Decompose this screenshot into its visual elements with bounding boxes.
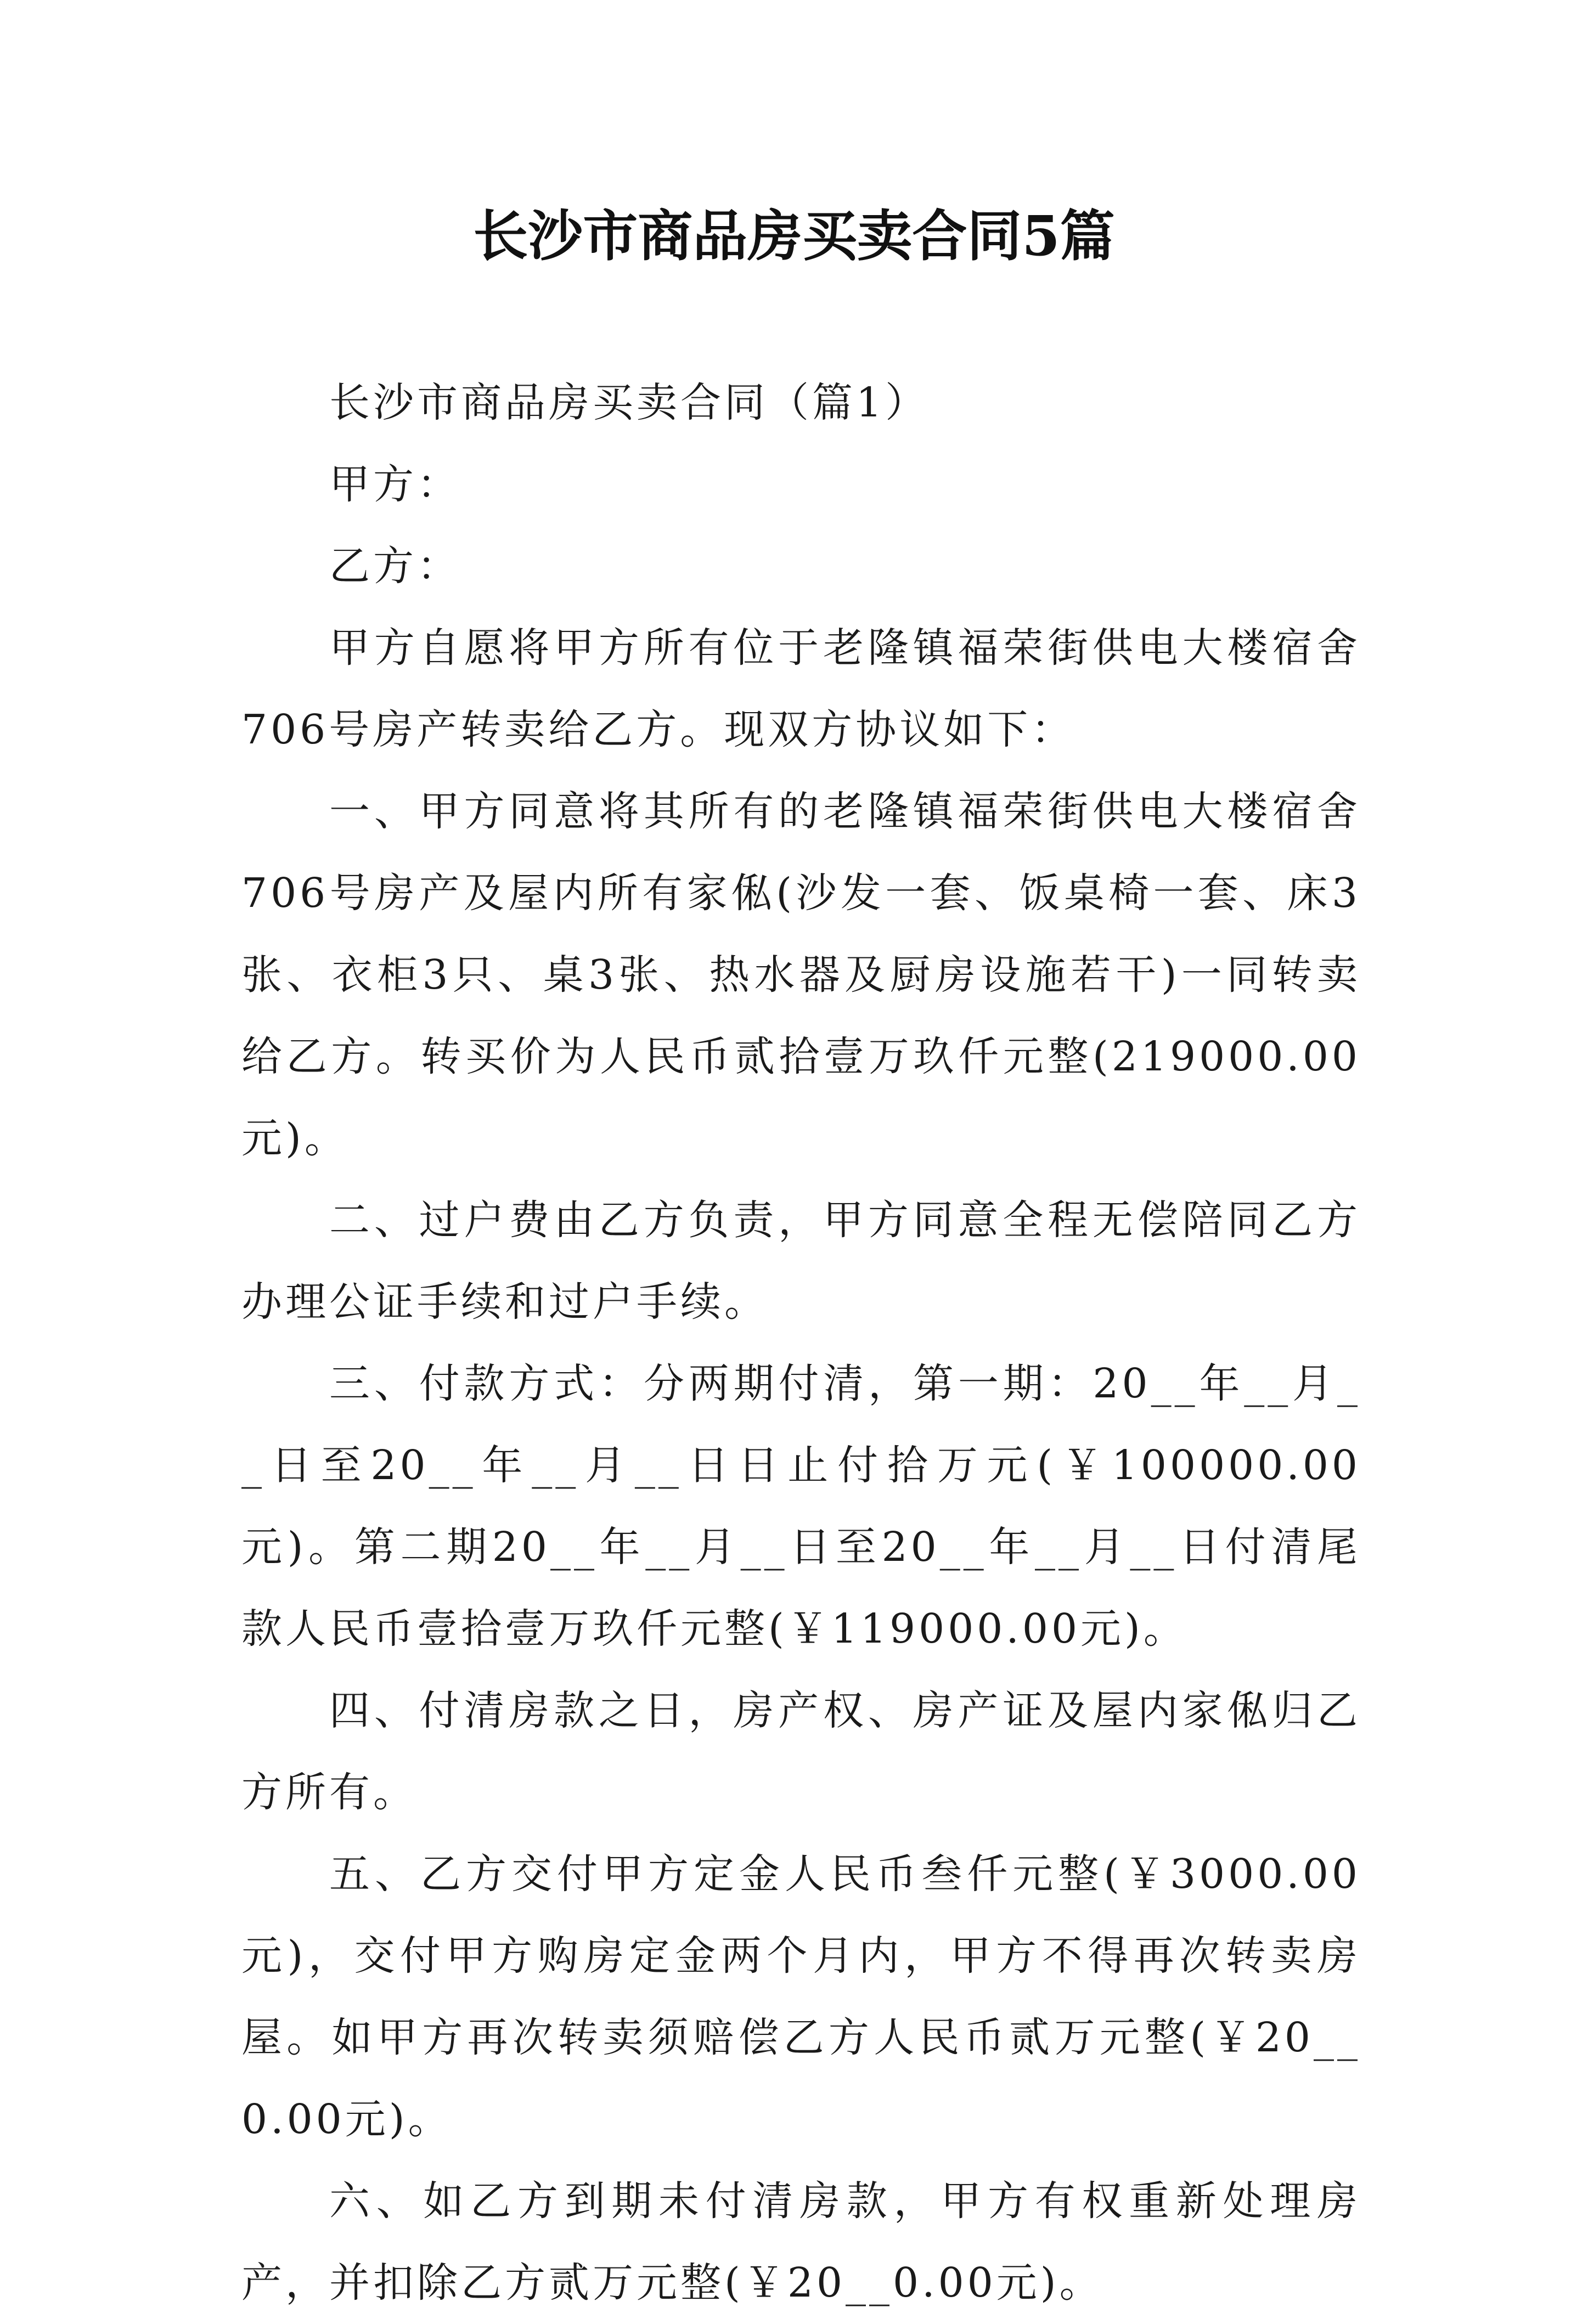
clause-4-paragraph: 四、付清房款之日，房产权、房产证及屋内家俬归乙方所有。	[241, 1687, 1361, 1816]
party-a-line: 甲方：	[329, 461, 461, 508]
clause-1-paragraph: 一、甲方同意将其所有的老隆镇福荣街供电大楼宿舍706号房产及屋内所有家俬(沙发一套、饭桌椅一套、床3张、衣柜3只、桌3张、热水器及厨房设施若干)一同转卖给乙方。转买价为人民币贰拾壹万玖仟元整(219000.00元)。	[241, 788, 1361, 1162]
document-title: 长沙市商品房买卖合同5篇	[473, 204, 1115, 268]
clause-3-paragraph: 三、付款方式：分两期付清，第一期：20__年__月__日至20__年__月__日日止付拾万元(￥100000.00元)。第二期20__年__月__日至20__年__月__日付清尾款人民币壹拾壹万玖仟元整(￥119000.00元)。	[241, 1360, 1361, 1652]
document-body	[241, 362, 1361, 2324]
clause-2-paragraph: 二、过户费由乙方负责，甲方同意全程无偿陪同乙方办理公证手续和过户手续。	[241, 1197, 1361, 1325]
preamble-paragraph: 甲方自愿将甲方所有位于老隆镇福荣街供电大楼宿舍706号房产转卖给乙方。现双方协议如下：	[241, 624, 1361, 753]
clause-6-paragraph: 六、如乙方到期未付清房款，甲方有权重新处理房产，并扣除乙方贰万元整(￥20__0.00元)。	[241, 2178, 1361, 2306]
party-b-line: 乙方：	[329, 543, 461, 590]
clause-5-paragraph: 五、乙方交付甲方定金人民币叁仟元整(￥3000.00元)，交付甲方购房定金两个月内，甲方不得再次转卖房屋。如甲方再次转卖须赔偿乙方人民币贰万元整(￥20__0.00元)。	[241, 1851, 1361, 2143]
section-heading: 长沙市商品房买卖合同（篇1）	[329, 379, 930, 426]
